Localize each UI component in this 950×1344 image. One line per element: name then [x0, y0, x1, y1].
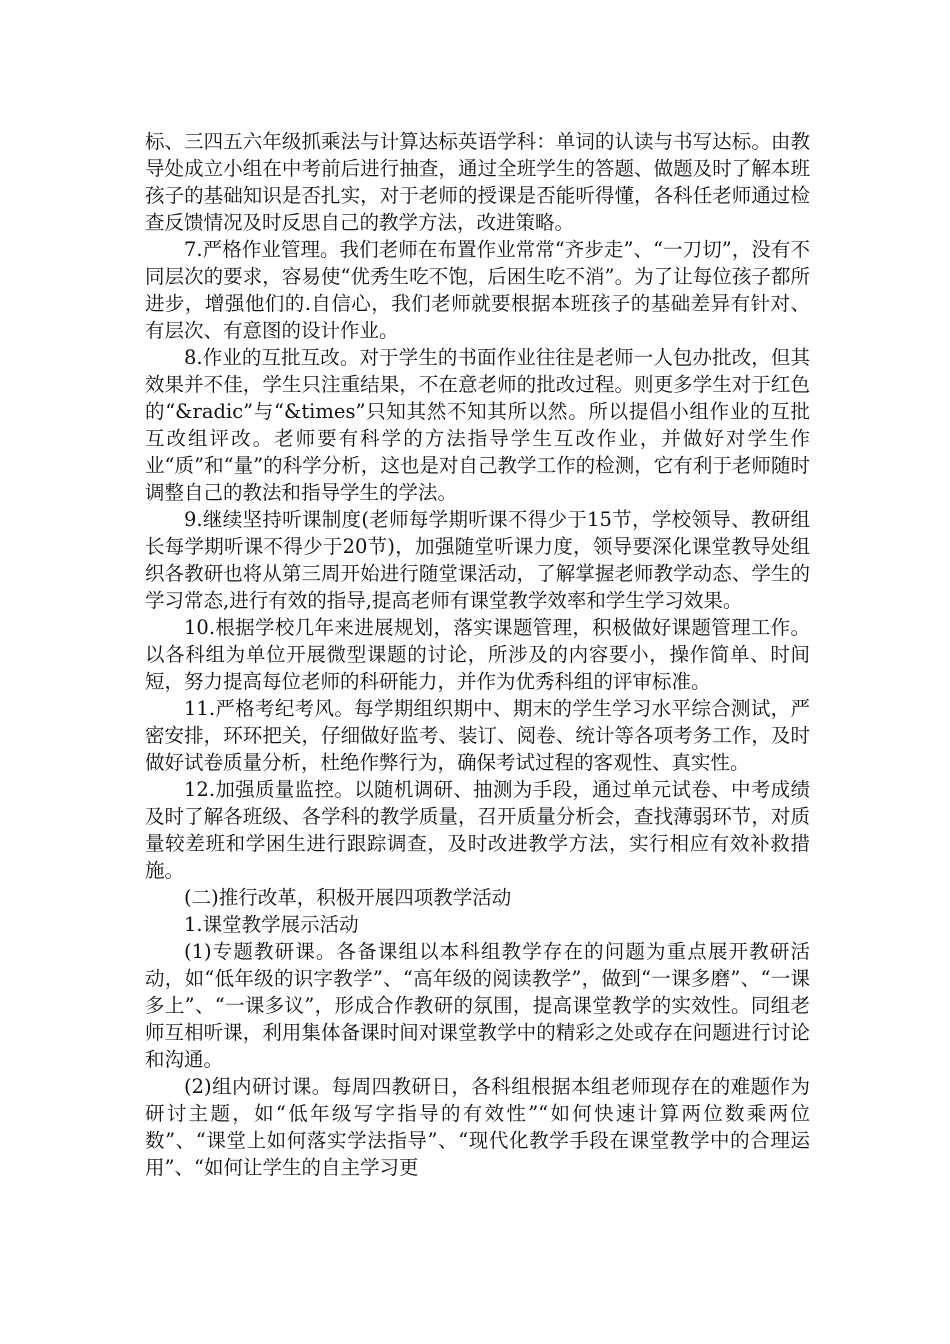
paragraph-8: (1)专题教研课。各备课组以本科组教学存在的问题为重点展开教研活动，如“低年级的识字教学”、“高年级的阅读教学”，做到“一课多磨”、“一课多上”、“一课多议”，形成合作教研的氛围，提高课堂教学的实效性。同组老师互相听课，利用集体备课时间对课堂教学中的精彩之处或存在问题进行讨论和沟通。	[145, 940, 810, 1071]
paragraph-2: 7.严格作业管理。我们老师在布置作业常常“齐步走”、“一刀切”，没有不同层次的要求，容易使“优秀生吃不饱，后困生吃不消”。为了让每位孩子都所进步，增强他们的.自信心，我们老师就要根据本班孩子的基础差异有针对、有层次、有意图的设计作业。	[145, 238, 810, 342]
section-heading: (二)推行改革，积极开展四项教学活动	[184, 886, 512, 909]
paragraph-6: 11.严格考纪考风。每学期组织期中、期末的学生学习水平综合测试，严密安排，环环把关，仔细做好监考、装订、阅卷、统计等各项考务工作，及时做好试卷质量分析，杜绝作弊行为，确保考试过程的客观性、真实性。	[145, 697, 810, 774]
subsection-heading: 1.课堂教学展示活动	[184, 913, 359, 936]
paragraph-5: 10.根据学校几年来进展规划，落实课题管理，积极做好课题管理工作。以各科组为单位开展微型课题的讨论，所涉及的内容要小，操作简单、时间短，努力提高每位老师的科研能力，并作为优秀科组的评审标准。	[145, 616, 810, 693]
document-body	[145, 128, 810, 1181]
paragraph-3: 8.作业的互批互改。对于学生的书面作业往往是老师一人包办批改，但其效果并不佳，学生只注重结果，不在意老师的批改过程。则更多学生对于红色的“&radic”与“&times”只知其然不知其所以然。所以提倡小组作业的互批互改组评改。老师要有科学的方法指导学生互改作业，并做好对学生作业“质”和“量”的科学分析，这也是对自己教学工作的检测，它有利于老师随时调整自己的教法和指导学生的学法。	[145, 346, 810, 504]
paragraph-1: 标、三四五六年级抓乘法与计算达标英语学科：单词的认读与书写达标。由教导处成立小组在中考前后进行抽查，通过全班学生的答题、做题及时了解本班孩子的基础知识是否扎实，对于老师的授课是否能听得懂，各科任老师通过检查反馈情况及时反思自己的教学方法，改进策略。	[145, 130, 810, 234]
paragraph-4: 9.继续坚持听课制度(老师每学期听课不得少于15节，学校领导、教研组长每学期听课不得少于20节)，加强随堂听课力度，领导要深化课堂教导处组织各教研也将从第三周开始进行随堂课活动，了解掌握老师教学动态、学生的学习常态,进行有效的指导,提高老师有课堂教学效率和学生学习效果。	[145, 508, 810, 612]
paragraph-7: 12.加强质量监控。以随机调研、抽测为手段，通过单元试卷、中考成绩及时了解各班级、各学科的教学质量，召开质量分析会，查找薄弱环节，对质量较差班和学困生进行跟踪调查，及时改进教学方法，实行相应有效补救措施。	[145, 778, 810, 882]
paragraph-9: (2)组内研讨课。每周四教研日，各科组根据本组老师现存在的难题作为研讨主题，如“低年级写字指导的有效性”“如何快速计算两位数乘两位数”、“课堂上如何落实学法指导”、“现代化教学手段在课堂教学中的合理运用”、“如何让学生的自主学习更	[145, 1075, 810, 1179]
